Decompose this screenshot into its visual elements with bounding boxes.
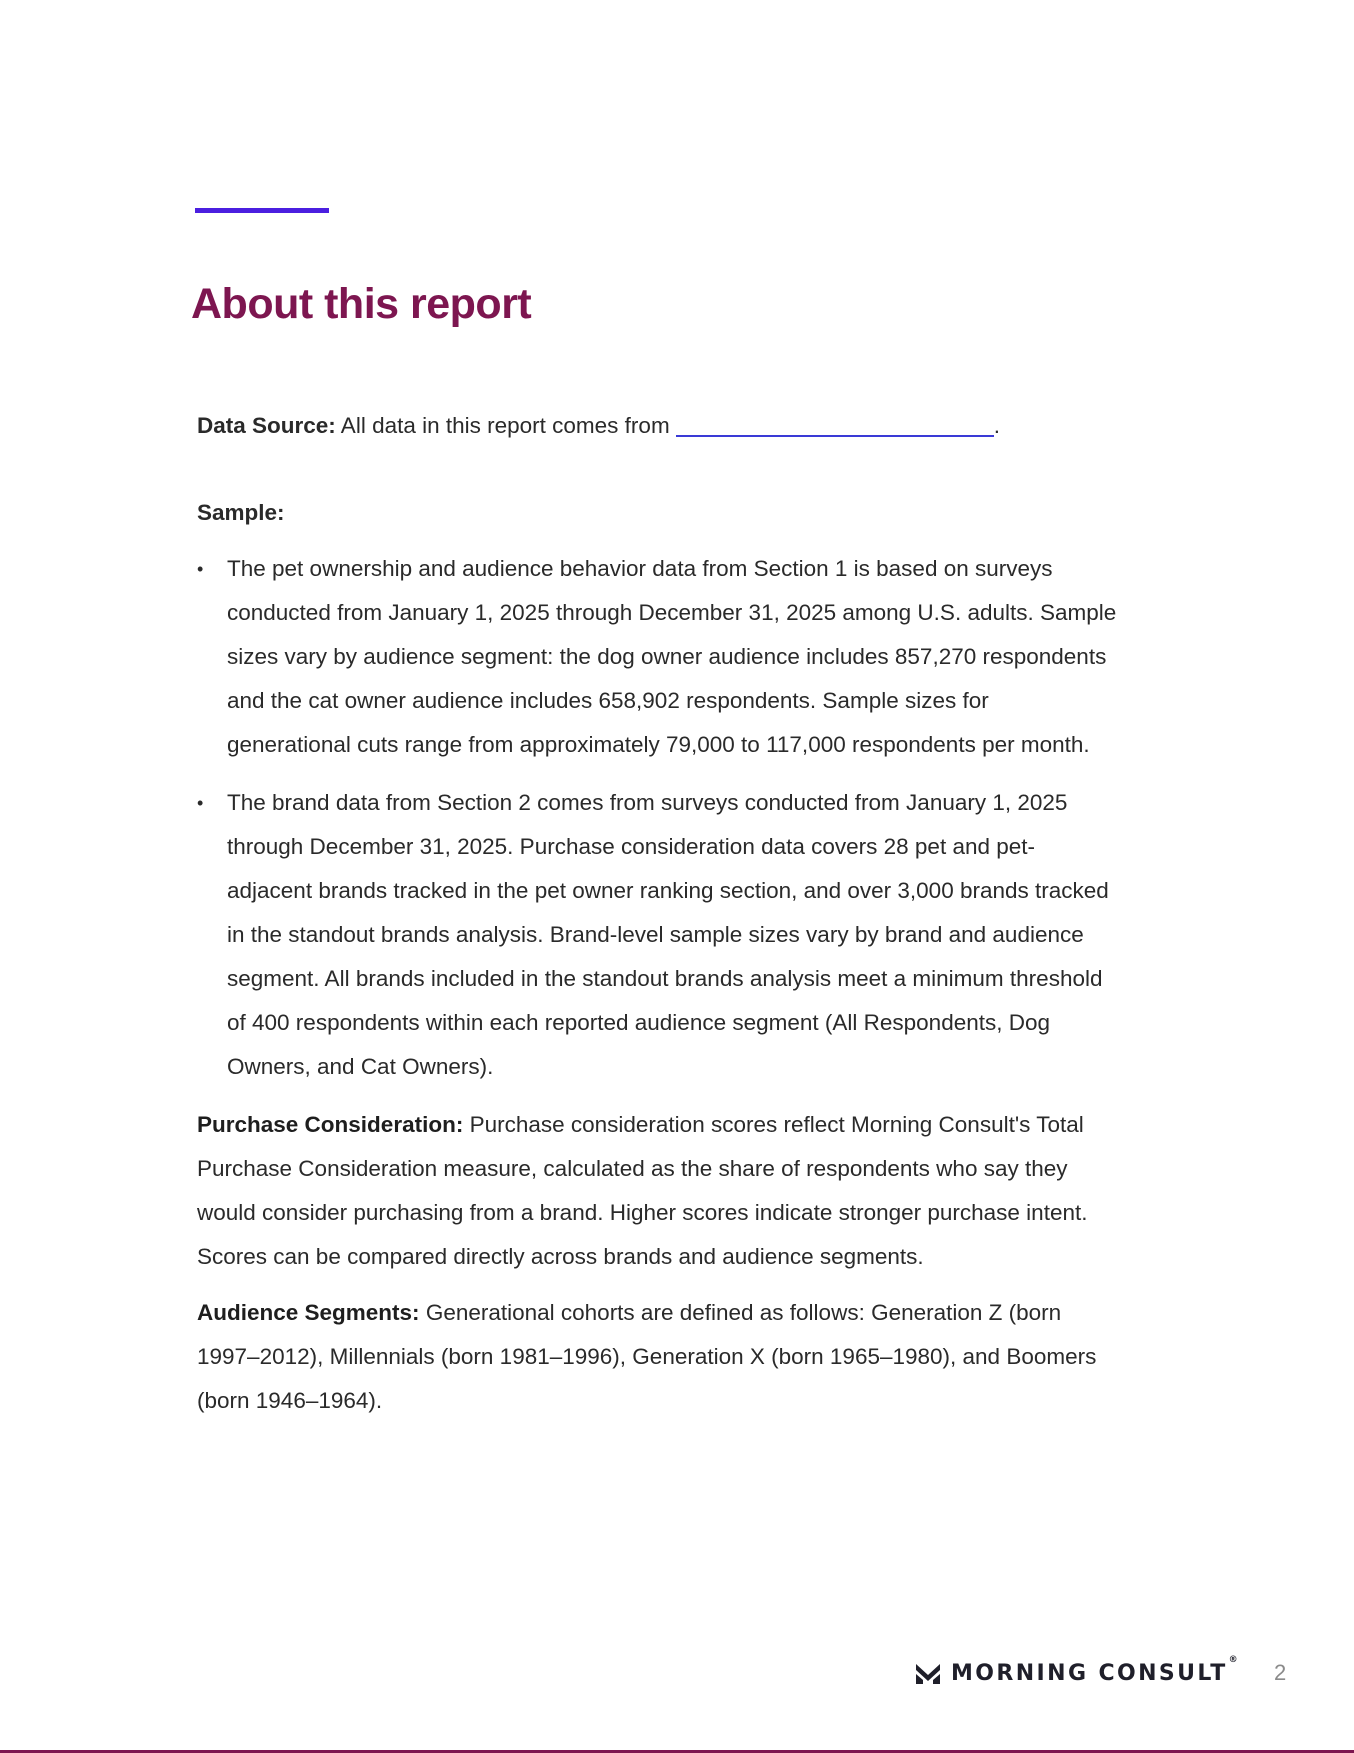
purchase-consideration-paragraph [197, 1103, 1117, 1279]
purchase-consideration-label: Purchase Consideration: [197, 1112, 464, 1137]
bullet-icon: • [197, 793, 204, 813]
report-body [197, 404, 1117, 1435]
data-source-trailing: . [993, 413, 1000, 438]
morning-consult-logo [915, 1654, 1241, 1688]
data-source-link[interactable] [676, 411, 994, 437]
sample-heading: Sample: [197, 500, 285, 525]
page-title: About this report [191, 280, 532, 328]
audience-segments-paragraph [197, 1291, 1117, 1423]
list-item-text: The pet ownership and audience behavior data from Section 1 is based on surveys conducted from January 1, 2025 through December 31, 2025 among U.S. adults. Sample sizes vary by audience segment: the dog owner audience includes 857,270 respondents and the cat owner audience includes 658,902 respondents. Sample sizes for generational cuts range from approximately 79,000 to 117,000 respondents per month. [227, 556, 1117, 757]
list-item [197, 547, 1117, 767]
sample-list [197, 547, 1117, 1089]
bullet-icon: • [197, 559, 204, 579]
list-item-text: The brand data from Section 2 comes from surveys conducted from January 1, 2025 through December 31, 2025. Purchase consideration data covers 28 pet and pet-adjacent brands tracked in the pet owner ranking section, and over 3,000 brands tracked in the standout brands analysis. Brand-level sample sizes vary by brand and audience segment. All brands included in the standout brands analysis meet a minimum threshold of 400 respondents within each reported audience segment (All Respondents, Dog Owners, and Cat Owners). [227, 790, 1109, 1079]
logo-wordmark: MORNING CONSULT® [951, 1654, 1241, 1686]
purchase-consideration-text: Purchase consideration scores reflect Morning Consult's Total Purchase Consideration measure, calculated as the share of respondents who say they would consider purchasing from a brand. Higher scores indicate stronger purchase intent. Scores can be compared directly across brands and audience segments. [197, 1112, 1088, 1269]
accent-rule [195, 208, 329, 213]
audience-segments-text: Generational cohorts are defined as follows: Generation Z (born 1997–2012), Millennials (born 1981–1996), Generation X (born 1965–1980), and Boomers (born 1946–1964). [197, 1300, 1097, 1413]
page-number: 2 [1274, 1660, 1287, 1685]
list-item [197, 781, 1117, 1089]
data-source-label: Data Source: [197, 413, 336, 438]
registered-mark: ® [1228, 1654, 1241, 1665]
data-source-text: All data in this report comes from [335, 413, 670, 438]
data-source-paragraph [197, 404, 1117, 448]
morning-consult-m-icon [915, 1661, 941, 1685]
audience-segments-label: Audience Segments: [197, 1300, 420, 1325]
